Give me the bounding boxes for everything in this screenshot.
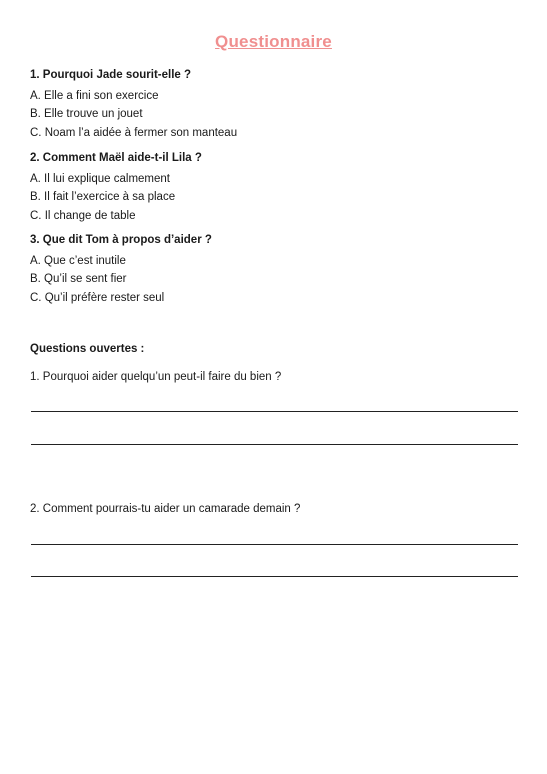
answer-option: B. Qu’il se sent fier: [30, 273, 127, 285]
answer-option: A. Il lui explique calmement: [30, 172, 170, 185]
question-3: [30, 231, 212, 307]
answer-option: C. Noam l’a aidée à fermer son manteau: [30, 126, 238, 139]
answer-line: [31, 411, 518, 412]
answer-line: [31, 444, 518, 445]
open-questions-heading: Questions ouvertes :: [30, 343, 145, 355]
question-heading: 1. Pourquoi Jade sourit-elle ?: [30, 69, 192, 81]
answer-line: [31, 544, 518, 545]
answer-option: C. Qu’il préfère rester seul: [30, 291, 165, 304]
question-heading: 2. Comment Maël aide-t-il Lila ?: [30, 152, 202, 164]
answer-option: A. Que c’est inutile: [30, 254, 126, 267]
question-1: [30, 66, 237, 142]
answer-option: C. Il change de table: [30, 209, 136, 222]
answer-option: A. Elle a fini son exercice: [30, 89, 159, 102]
page-title: Questionnaire: [215, 32, 332, 51]
answer-option: B. Il fait l’exercice à sa place: [30, 191, 176, 203]
answer-option: B. Elle trouve un jouet: [30, 108, 143, 120]
question-2: [30, 149, 202, 225]
open-question-1: 1. Pourquoi aider quelqu’un peut-il faire du bien ?: [30, 371, 282, 383]
answer-line: [31, 576, 518, 577]
question-heading: 3. Que dit Tom à propos d’aider ?: [30, 234, 212, 246]
open-question-2: 2. Comment pourrais-tu aider un camarade demain ?: [30, 503, 301, 515]
